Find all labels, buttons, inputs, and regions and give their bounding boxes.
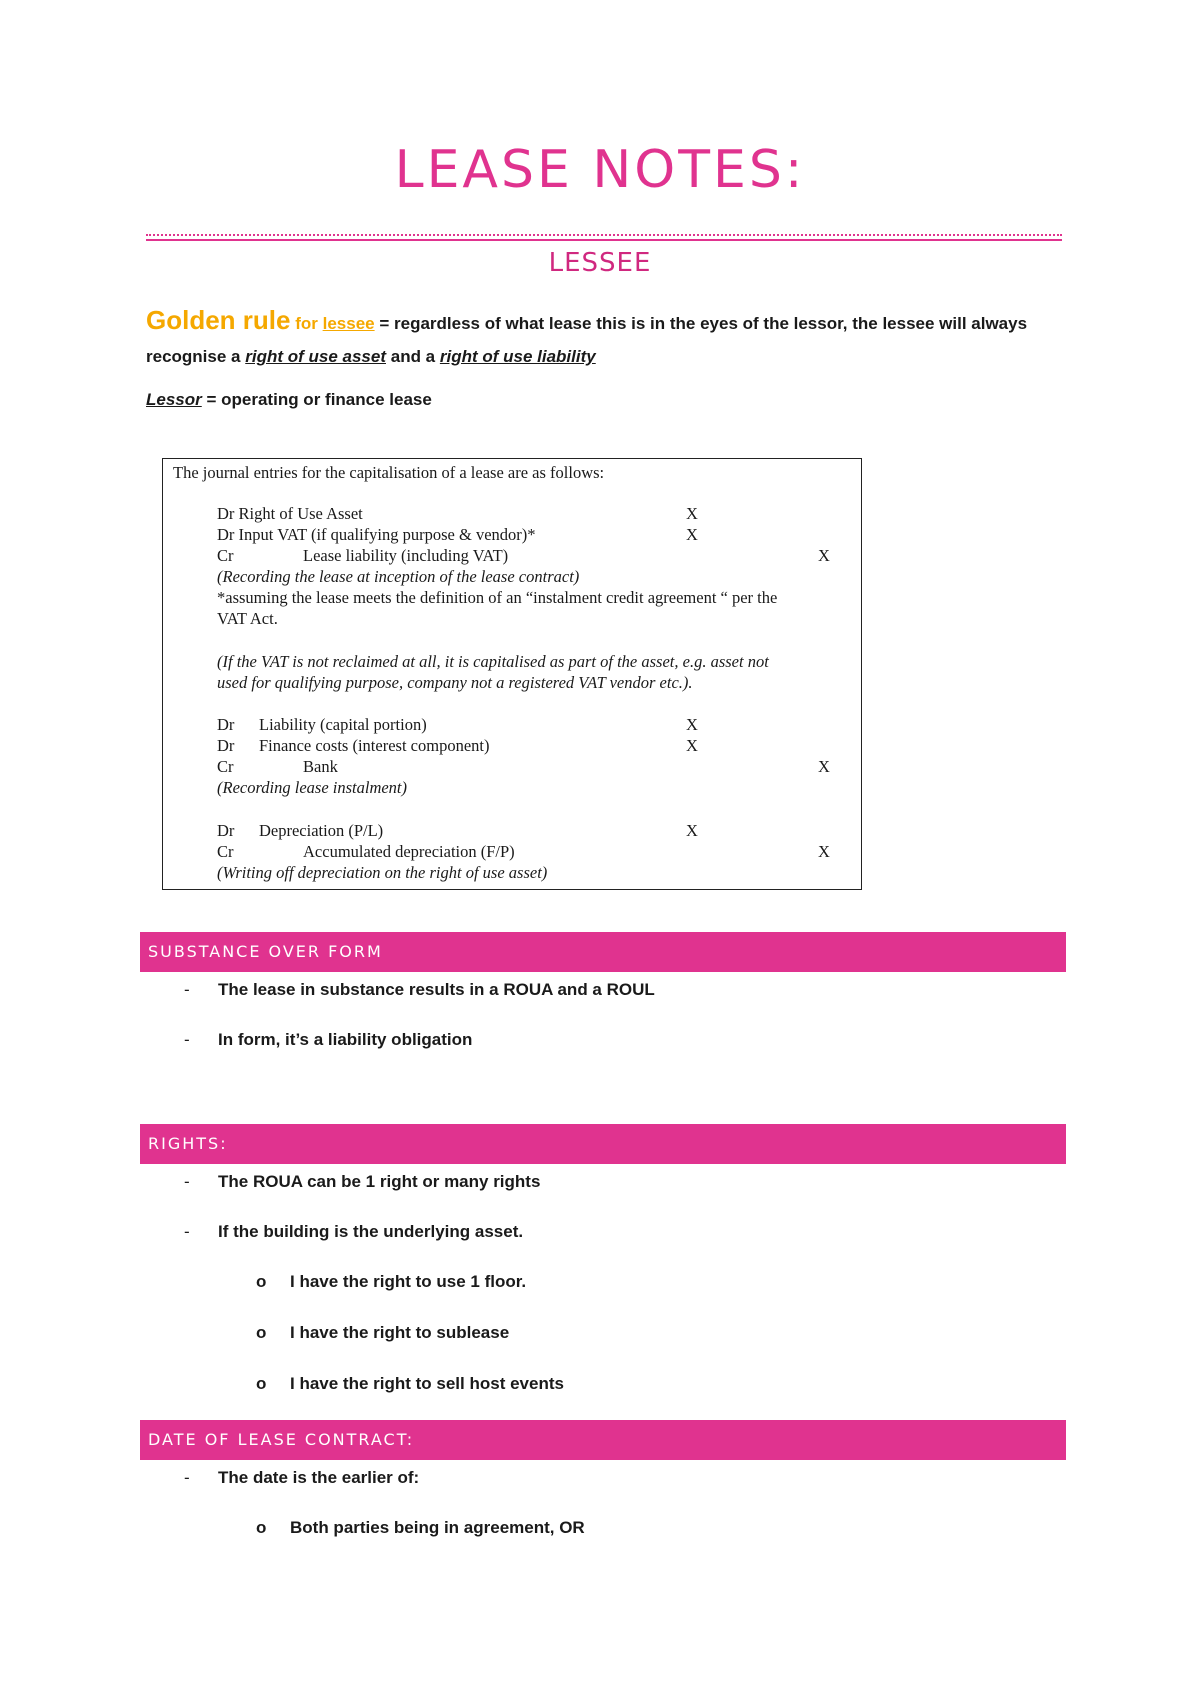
- journal-e1-assume-2: VAT Act.: [217, 609, 278, 628]
- journal-vat-note-1: (If the VAT is not reclaimed at all, it is capitalised as part of the asset, e.g. asset not: [217, 652, 769, 671]
- dash-marker: -: [184, 980, 190, 999]
- list-item-text: The ROUA can be 1 right or many rights: [218, 1172, 541, 1191]
- list-item-text: In form, it’s a liability obligation: [218, 1030, 473, 1049]
- journal-e3-cr-x: X: [818, 842, 830, 861]
- circle-marker: o: [256, 1518, 267, 1537]
- section-heading-substance: [140, 932, 1066, 972]
- lessor-text: = operating or finance lease: [206, 390, 432, 409]
- journal-e2-dr2-text: Finance costs (interest component): [259, 736, 490, 755]
- golden-rule-roul: right of use liability: [439, 347, 596, 366]
- circle-marker: o: [256, 1272, 267, 1291]
- dash-marker: -: [184, 1222, 190, 1241]
- golden-rule-roua: right of use asset: [245, 347, 386, 366]
- golden-rule-and: and a: [390, 347, 436, 366]
- section-heading-rights-label: RIGHTS:: [148, 1134, 228, 1153]
- section-heading-date: [140, 1420, 1066, 1460]
- section-heading-date-label: DATE OF LEASE CONTRACT:: [148, 1430, 415, 1449]
- golden-rule-text-1: = regardless of what lease this is in the eyes of the lessor, the lessee will always: [379, 314, 1028, 333]
- title-divider: [146, 234, 1062, 241]
- journal-e1-dr2-x: X: [686, 525, 698, 544]
- golden-rule-lessee: lessee: [322, 314, 375, 333]
- sub-list-item-text: I have the right to use 1 floor.: [290, 1272, 527, 1291]
- circle-marker: o: [256, 1323, 267, 1342]
- circle-marker: o: [256, 1374, 267, 1393]
- golden-rule-label: Golden rule: [146, 305, 291, 335]
- journal-e3-dr-x: X: [686, 821, 698, 840]
- dash-marker: -: [184, 1468, 190, 1487]
- journal-e1-dr2: Dr Input VAT (if qualifying purpose & vendor)*: [217, 525, 536, 544]
- dash-marker: -: [184, 1030, 190, 1049]
- journal-e1-note: (Recording the lease at inception of the lease contract): [217, 567, 580, 586]
- journal-e1-cr-x: X: [818, 546, 830, 565]
- journal-e2-cr: Cr: [217, 757, 234, 776]
- golden-rule-text-2: recognise a: [146, 347, 241, 366]
- journal-e3-note: (Writing off depreciation on the right of use asset): [217, 863, 548, 882]
- golden-rule-for: for: [295, 314, 318, 333]
- journal-e2-dr1-text: Liability (capital portion): [259, 715, 427, 734]
- list-item-text: If the building is the underlying asset.: [218, 1222, 524, 1241]
- journal-vat-note-2: used for qualifying purpose, company not a registered VAT vendor etc.).: [217, 673, 693, 692]
- journal-e3-dr: Dr: [217, 821, 235, 840]
- list-item-text: The date is the earlier of:: [218, 1468, 420, 1487]
- journal-e2-note: (Recording lease instalment): [217, 778, 408, 797]
- journal-e1-cr-text: Lease liability (including VAT): [303, 546, 509, 565]
- journal-e1-cr: Cr: [217, 546, 234, 565]
- journal-entries-box: [162, 458, 862, 890]
- sub-list-item-text: Both parties being in agreement, OR: [290, 1518, 585, 1537]
- journal-e1-dr1-x: X: [686, 504, 698, 523]
- page-subtitle: LESSEE: [548, 248, 652, 278]
- journal-e2-dr1-x: X: [686, 715, 698, 734]
- journal-e2-dr2-x: X: [686, 736, 698, 755]
- section-heading-substance-label: SUBSTANCE OVER FORM: [148, 942, 383, 961]
- journal-e3-cr: Cr: [217, 842, 234, 861]
- dash-marker: -: [184, 1172, 190, 1191]
- sub-list-item-text: I have the right to sell host events: [290, 1374, 564, 1393]
- journal-e1-dr1: Dr Right of Use Asset: [217, 504, 363, 523]
- journal-e1-assume-1: *assuming the lease meets the definition of an “instalment credit agreement “ per the: [217, 588, 778, 607]
- golden-rule-paragraph: [146, 304, 1066, 373]
- sub-list-item-text: I have the right to sublease: [290, 1323, 510, 1342]
- journal-e3-dr-text: Depreciation (P/L): [259, 821, 384, 840]
- lessor-label: Lessor: [146, 390, 202, 409]
- journal-intro: The journal entries for the capitalisation of a lease are as follows:: [173, 463, 605, 482]
- section-heading-rights: [140, 1124, 1066, 1164]
- list-item-text: The lease in substance results in a ROUA and a ROUL: [218, 980, 655, 999]
- journal-e2-cr-text: Bank: [303, 757, 338, 776]
- journal-e2-cr-x: X: [818, 757, 830, 776]
- lessor-paragraph: [146, 390, 432, 410]
- page-title: LEASE NOTES:: [394, 140, 806, 200]
- journal-e3-cr-text: Accumulated depreciation (F/P): [303, 842, 515, 861]
- journal-e2-dr2: Dr: [217, 736, 235, 755]
- journal-e2-dr1: Dr: [217, 715, 235, 734]
